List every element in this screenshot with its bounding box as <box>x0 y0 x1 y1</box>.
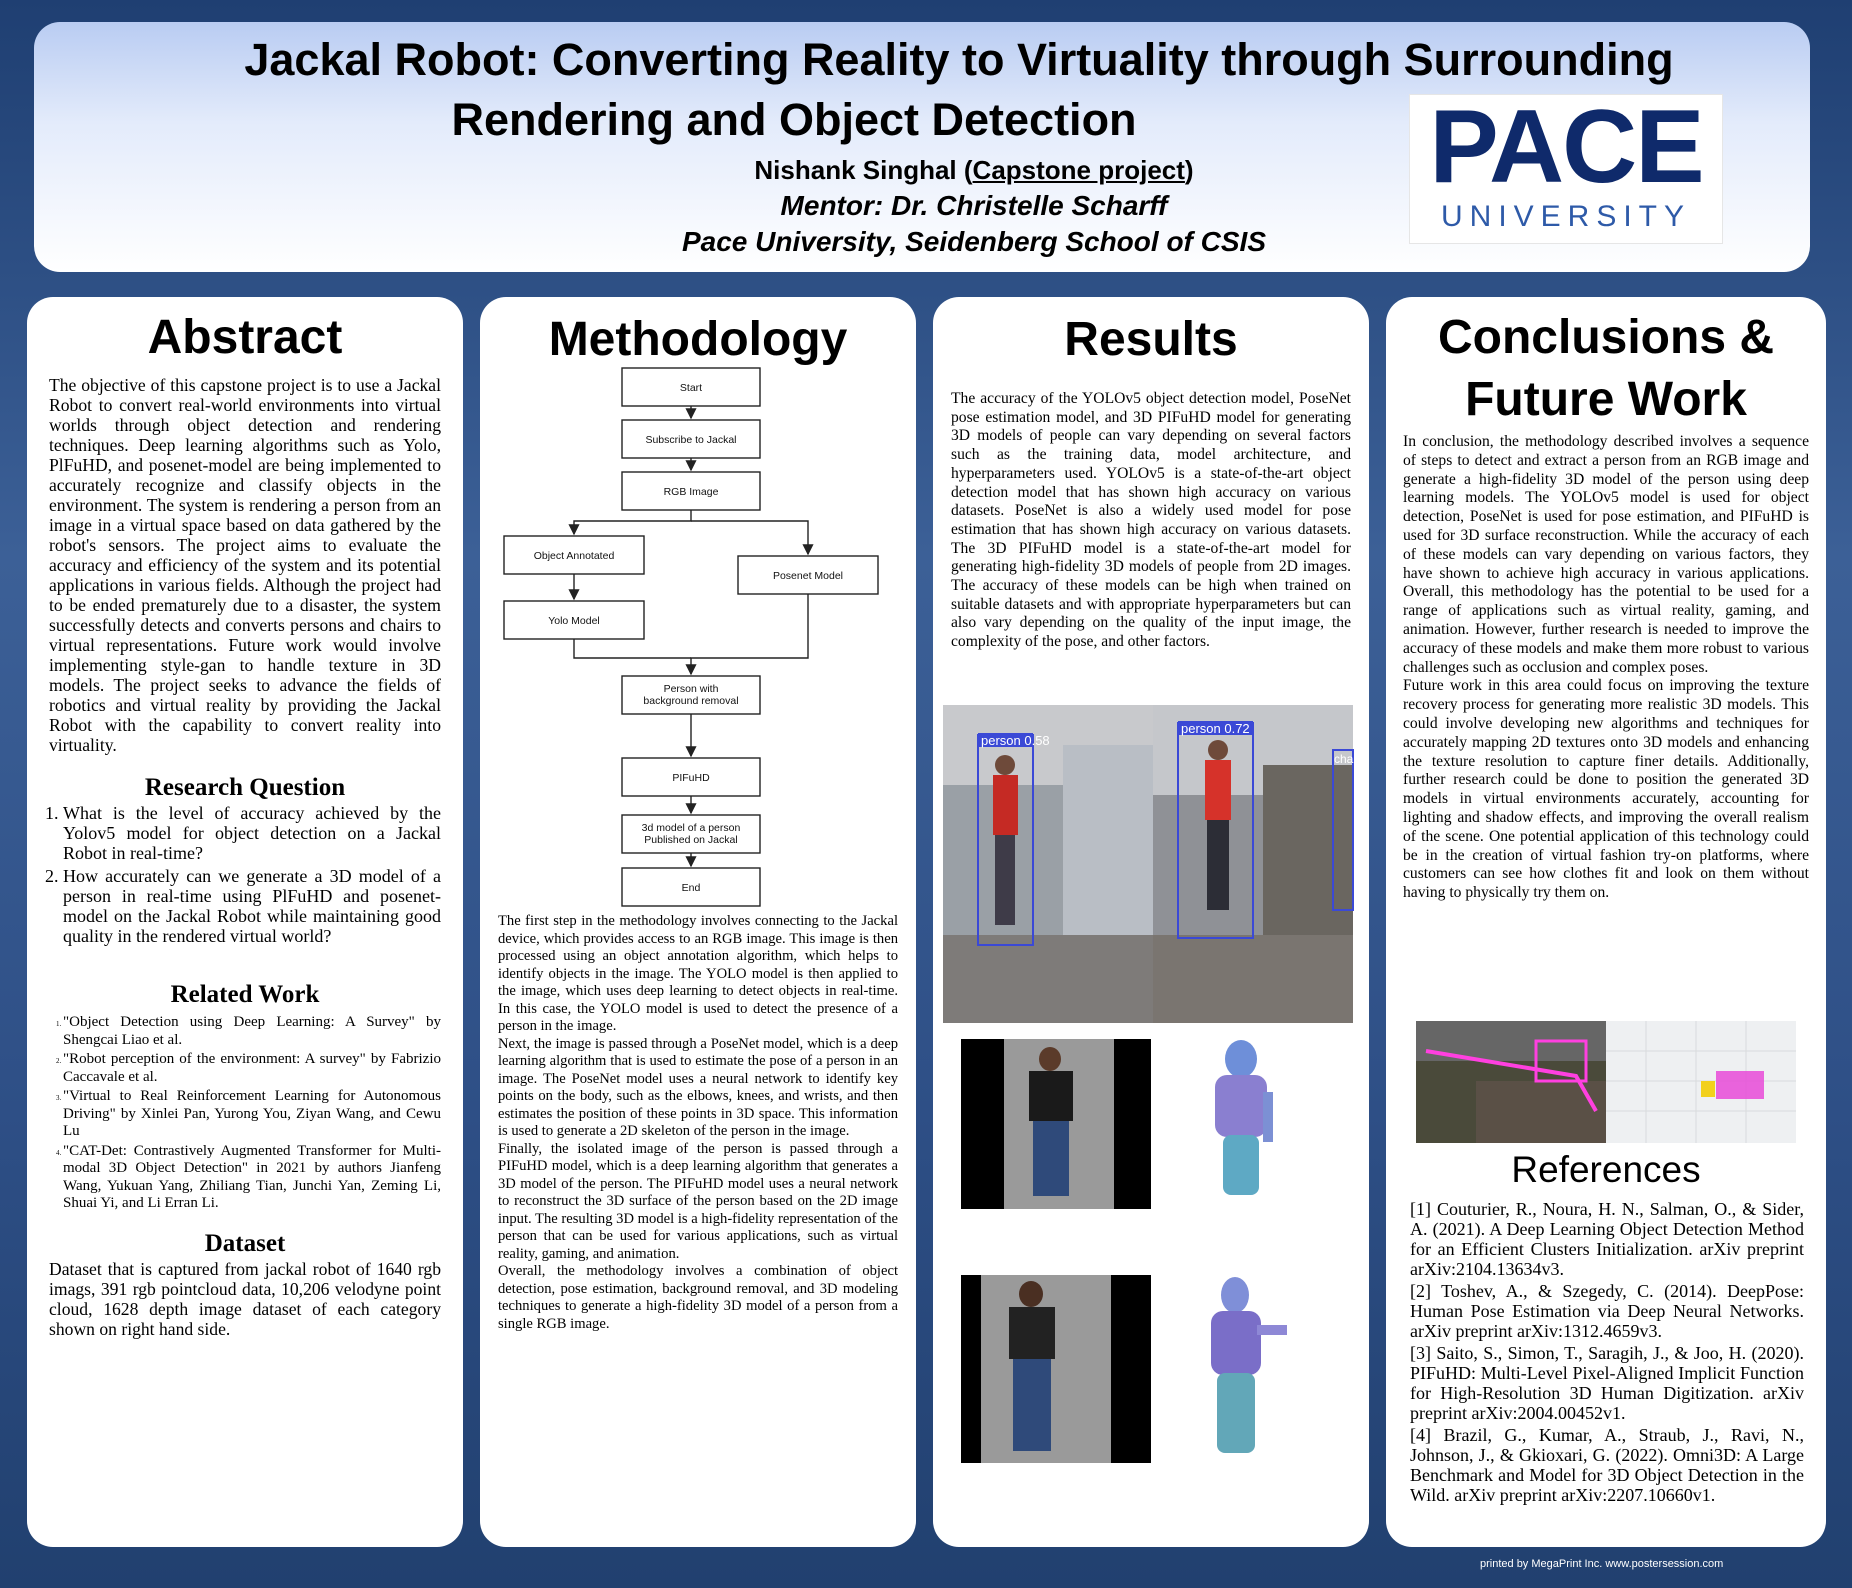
byline <box>474 152 1474 260</box>
methodology-paragraph: Overall, the methodology involves a combination of object detection, pose estimation, background removal, and 3D modeling techniques to generate a high-fidelity 3D model of a person from a single RGB image. <box>498 1263 898 1332</box>
conclusions-title <box>1386 307 1826 431</box>
conclusions-text <box>1403 433 1809 903</box>
research-question-list <box>27 803 441 946</box>
flow-3dmodel-label-1: 3d model of a person <box>641 822 741 834</box>
methodology-paragraph: Next, the image is passed through a PoseNet model, which is a deep learning algorithm that is used to estimate the pose of a person in an image. The PoseNet model uses a neural network to identify key points on the body, such as the elbows, knees, and wrists, and then estimates the position of these points in 3D space. This information is used to generate a 2D skeleton of the person in the image. <box>498 1035 898 1139</box>
3d-model-render-1 <box>1173 1037 1323 1207</box>
abstract-title: Abstract <box>147 311 343 364</box>
title-line-1: Jackal Robot: Converting Reality to Virtuality through Surrounding <box>244 34 1674 85</box>
reference-item: [2] Toshev, A., & Szegedy, C. (2014). DeepPose: Human Pose Estimation via Deep Neural Networks. arXiv preprint arXiv:1312.4659v3. <box>1410 1281 1804 1341</box>
abstract-panel <box>27 297 463 1547</box>
printer-footer: printed by MegaPrint Inc. www.postersession.com <box>1480 1558 1724 1570</box>
conclusions-panel <box>1386 297 1826 1547</box>
results-body: The accuracy of the YOLOv5 object detection model, PoseNet pose estimation model, and 3D PIFuHD model for generating 3D models of people can vary depending on several factors such as the training data, model architecture, and hyperparameters used. YOLOv5 is a state-of-the-art object detection model that has shown high accuracy on various datasets. PoseNet is also a widely used model for pose estimation that has shown high accuracy on various datasets. The 3D PIFuHD model is a state-of-the-art model for generating high-fidelity 3D models of people from 2D images. The accuracy of these models can be high when trained on suitable datasets and with appropriate hyperparameters but can also vary depending on the quality of the input image, the complexity of the pose, and other factors. <box>951 390 1351 651</box>
mentor-line: Mentor: Dr. Christelle Scharff <box>780 190 1168 221</box>
methodology-panel <box>480 297 916 1547</box>
reference-item: [1] Couturier, R., Noura, H. N., Salman, O., & Sider, A. (2021). A Deep Learning Object Detection Method for an Efficient Clusters Initialization. arXiv preprint arXiv:2104.13634v3. <box>1410 1199 1804 1279</box>
flow-end-label: End <box>681 882 701 894</box>
flow-arrow <box>574 510 691 534</box>
flow-subscribe-label: Subscribe to Jackal <box>645 434 737 446</box>
future-work-paragraph: Future work in this area could focus on improving the texture recovery process for generating more realistic 3D models. This could involve developing new algorithms and techniques for accurately mapping 2D textures onto 3D models and enhancing the texture resolution to capture finer details. Additionally, further research could be done to position the generated 3D models in virtual environments accurately, accounting for lighting and shadow effects, and improving the overall realism of the scene. One potential application of this technology could be in the creation of virtual fashion try-on platforms, where customers can see how clothes fit and look on them without having to physically try them on. <box>1403 677 1809 902</box>
flow-person-label-1: Person with <box>663 683 719 695</box>
flow-arrow <box>691 521 808 554</box>
related-work-title: Related Work <box>170 981 320 1008</box>
person-photo-1 <box>961 1039 1151 1209</box>
detection-label: person 0.72 <box>1181 721 1250 736</box>
person-photo-2 <box>961 1275 1151 1463</box>
results-panel <box>933 297 1369 1547</box>
results-title: Results <box>1064 313 1238 366</box>
methodology-text <box>498 913 898 1333</box>
school-line: Pace University, Seidenberg School of CSIS <box>681 226 1267 257</box>
dataset-title: Dataset <box>204 1229 286 1257</box>
reference-item: [4] Brazil, G., Kumar, A., Straub, J., Ravi, N., Johnson, J., & Gkioxari, G. (2022). Omni3D: A Large Benchmark and Model for 3D Object Detection in the Wild. arXiv preprint arXiv:2207.10660v1. <box>1410 1425 1804 1505</box>
flow-arrow <box>691 594 808 674</box>
author-name: Nishank Singhal ( <box>754 155 973 185</box>
reference-item: [3] Saito, S., Simon, T., Saragih, J., & Joo, H. (2020). PIFuHD: Multi-Level Pixel-Aligned Implicit Function for High-Resolution 3D Human Digitization. arXiv preprint arXiv:2004.00452v1. <box>1410 1343 1804 1423</box>
conclusions-title-line-1: Conclusions & <box>1437 311 1775 364</box>
related-work-item: 1. "Object Detection using Deep Learning: A Survey" by Shengcai Liao et al. <box>63 1014 441 1049</box>
flow-3dmodel-label-2: Published on Jackal <box>644 834 738 846</box>
logo-sub-text: UNIVERSITY <box>1440 200 1692 233</box>
research-question-title: Research Question <box>144 774 346 801</box>
3d-model-render-2 <box>1173 1275 1323 1463</box>
author-end: ) <box>1184 155 1194 185</box>
flow-posenet-label: Posenet Model <box>772 570 844 582</box>
header-banner <box>34 22 1810 272</box>
detection-images <box>943 705 1357 1023</box>
related-work-item: 3. "Virtual to Real Reinforcement Learning for Autonomous Driving" by Xinlei Pan, Yurong You, Ziyan Wang, and Cewu Lu <box>63 1088 441 1141</box>
conclusions-paragraph: In conclusion, the methodology described involves a sequence of steps to detect and extract a person from an RGB image and generate a high-fidelity 3D model of the person using deep learning models. The YOLOv5 model is used for object detection, PoseNet is used for pose estimation, and PIFuHD is used for 3D surface reconstruction. While the accuracy of each of these models can vary depending on various factors, they have shown to achieve high accuracy in various applications. Overall, this methodology has the potential to be used for a range of applications such as virtual reality, gaming, and animation. However, further research is needed to improve the accuracy of these models and make them more robust to various challenges such as occlusion and complex poses. <box>1403 433 1809 676</box>
flow-annotated-label: Object Annotated <box>533 550 615 562</box>
flow-yolo-label: Yolo Model <box>548 615 600 627</box>
flow-arrow <box>574 639 691 658</box>
research-question-item: 2. How accurately can we generate a 3D model of a person in real-time using PlFuHD and posenet-model on the Jackal Robot while maintaining good quality in the rendered virtual world? <box>63 866 441 946</box>
related-work-item: 2. "Robot perception of the environment: A survey" by Fabrizio Caccavale et al. <box>63 1051 441 1086</box>
capstone-project-link[interactable]: Capstone project <box>972 155 1185 185</box>
title-line-2: Rendering and Object Detection <box>451 94 1137 145</box>
related-work-list <box>27 1014 441 1213</box>
research-question-item: 1. What is the level of accuracy achieved by the Yolov5 model for object detection on a Jackal Robot in real-time? <box>63 803 441 863</box>
flow-pifuhd-label: PIFuHD <box>672 772 710 784</box>
methodology-paragraph: The first step in the methodology involves connecting to the Jackal device, which provides access to an RGB image. This image is then processed using an object annotation algorithm, which helps to identify objects in the image. The YOLO model is then applied to the image, which uses deep learning to detect objects in real-time. In this case, the YOLO model is used to detect the presence of a person in the image. <box>498 913 898 1034</box>
flow-start-label: Start <box>679 382 703 394</box>
logo-main-text: PACE <box>1429 89 1703 205</box>
methodology-paragraph: Finally, the isolated image of the person is passed through a PIFuHD model, which is a deep learning algorithm that generates a 3D model of the person. The PIFuHD model uses a neural network to reconstruct the 3D surface of the person based on the 2D image input. The resulting 3D model is a high-fidelity representation of the person that can be used for various applications, such as virtual reality, gaming, and animation. <box>498 1140 898 1262</box>
virtual-scene-image <box>1416 1021 1796 1143</box>
detection-photo <box>943 705 1357 1023</box>
methodology-title: Methodology <box>548 313 848 366</box>
flow-rgb-label: RGB Image <box>663 486 719 498</box>
author-line <box>474 152 1474 188</box>
detection-label: chai <box>1334 752 1357 766</box>
flow-person-label-2: background removal <box>643 695 739 707</box>
abstract-body: The objective of this capstone project is to use a Jackal Robot to convert real-world environments into virtual worlds through object detection and rendering techniques. Deep learning algorithms such as Yolo, PlFuHD, and posenet-model are being implemented to accurately recognize and classify objects in the environment. The system is rendering a person from an image in a virtual space based on data gathered by the robot's sensors. The project aims to evaluate the accuracy and efficiency of the system and its potential applications in various fields. Although the project had to be ended prematurely due to a disaster, the system successfully detects and converts persons and chairs to virtual representations. Future work would involve implementing style-gan to handle texture in 3D models. The project seeks to advance the fields of robotics and virtual reality by providing the Jackal Robot with the capability to convert reality into virtuality. <box>49 375 441 755</box>
conclusions-title-line-2: Future Work <box>1465 373 1747 426</box>
references-list <box>1410 1199 1804 1543</box>
pace-university-logo <box>1409 89 1723 244</box>
detection-label: person 0.58 <box>981 733 1050 748</box>
dataset-body: Dataset that is captured from jackal robot of 1640 rgb imags, 391 rgb pointcloud data, 10,206 velodyne point cloud, 1628 depth image dataset of each category shown on right hand side. <box>49 1258 441 1339</box>
references-title: References <box>1511 1149 1701 1190</box>
related-work-item: 4. "CAT-Det: Contrastively Augmented Transformer for Multi-modal 3D Object Detection" in 2021 by authors Jianfeng Wang, Yukuan Yang, Zhiliang Tian, Junchi Yan, Zeming Li, Shuai Yi, and Li Erran Li. <box>63 1143 441 1213</box>
